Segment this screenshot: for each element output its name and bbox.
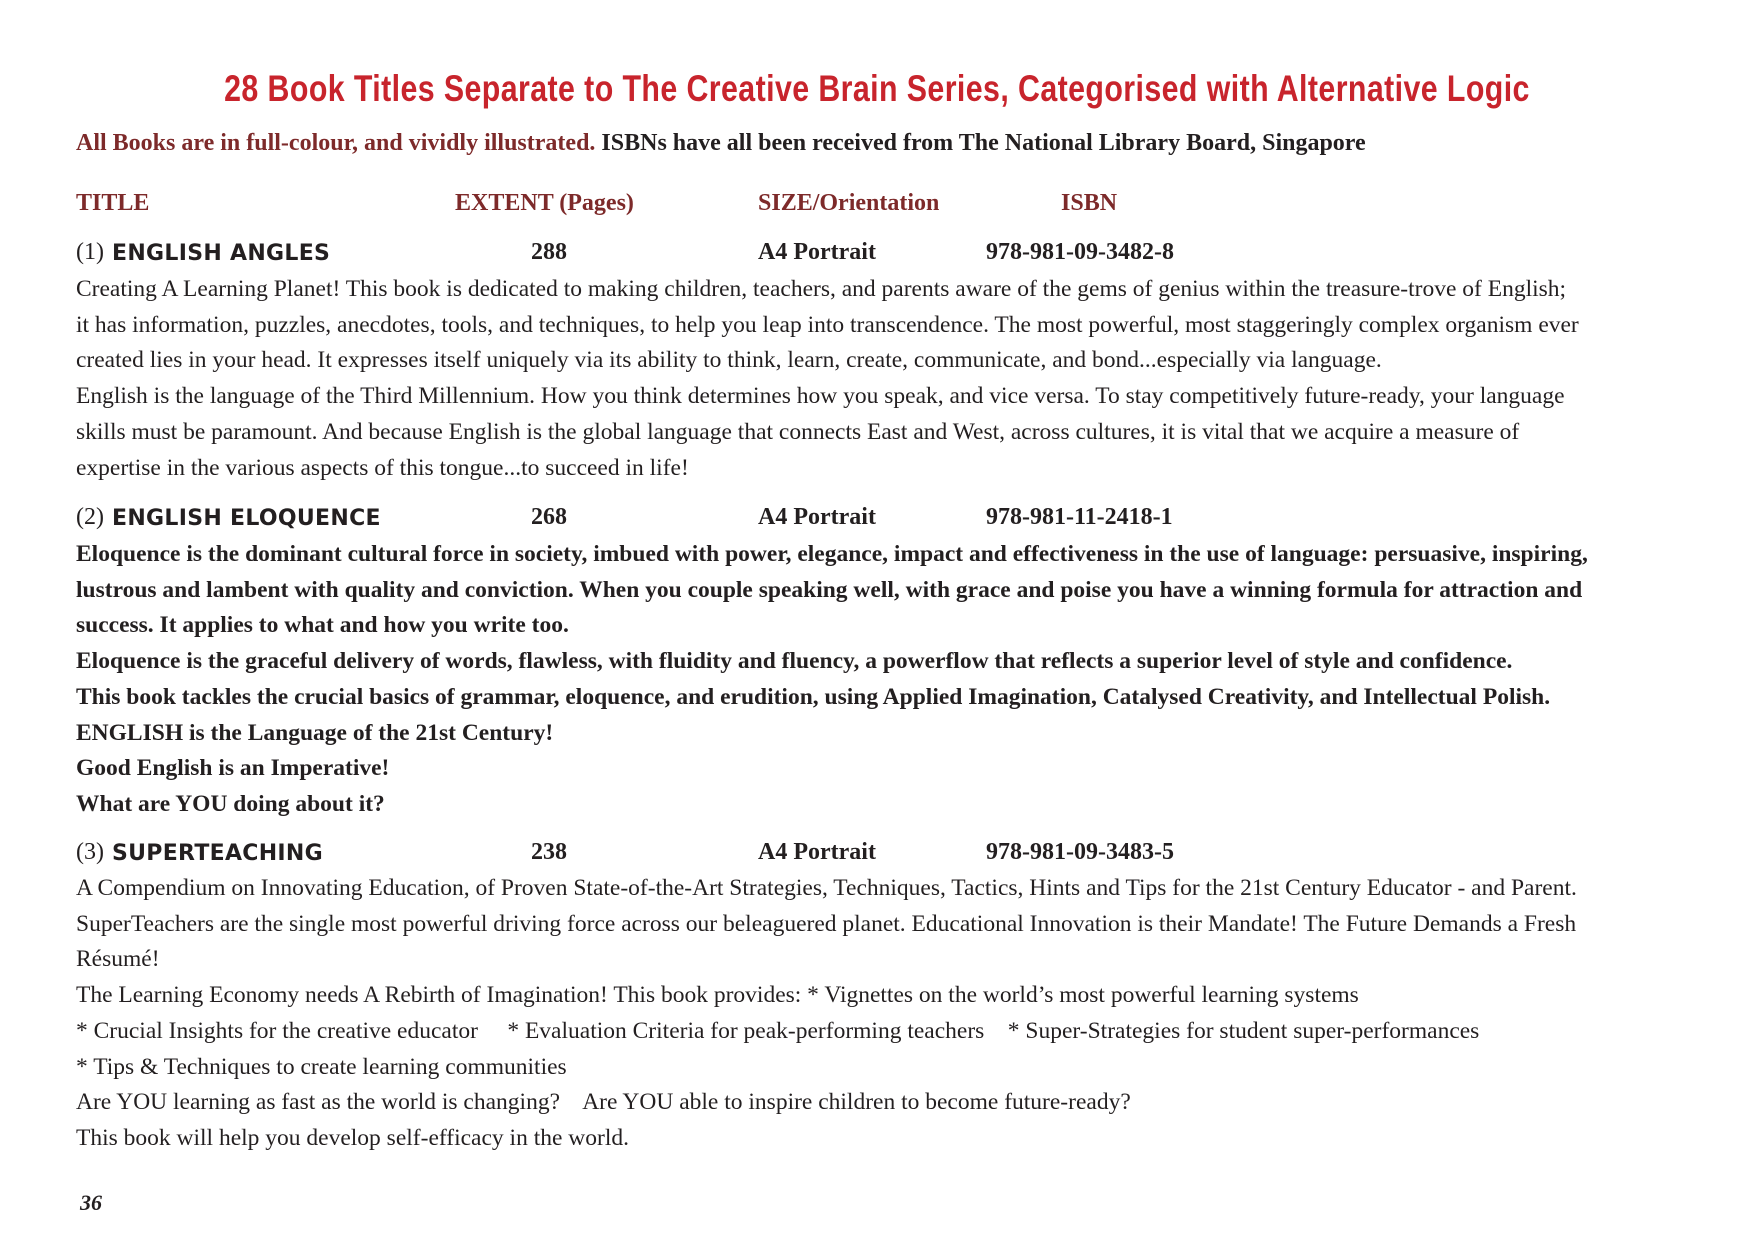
description-line: SuperTeachers are the single most powerful driving force across our beleaguered planet. Educational Innovation is their Mandate! The Future Demands a Fresh [76,910,1577,937]
description-line: * Tips & Techniques to create learning communities [76,1053,567,1080]
book-number: (1) [76,239,104,265]
book-row [0,839,1754,869]
book-number: (2) [76,504,104,530]
book-extent: 288 [531,239,567,265]
description-line: What are YOU doing about it? [76,790,385,817]
description-line: Eloquence is the graceful delivery of words, flawless, with fluidity and fluency, a powerflow that reflects a superior level of style and confidence. [76,648,1513,675]
description-line: English is the language of the Third Millennium. How you think determines how you speak, and vice versa. To stay competitively future-ready, your language [76,383,1565,410]
book-size: A4 Portrait [758,504,876,530]
book-description [76,272,1696,486]
book-size: A4 Portrait [758,839,876,865]
description-line: Résumé! [76,946,160,973]
subtitle [76,130,1366,157]
book-row [0,239,1754,269]
page-title: 28 Book Titles Separate to The Creative Brain Series, Categorised with Alternative Logic [224,68,1530,109]
book-extent: 268 [531,504,567,530]
book-extent: 238 [531,839,567,865]
description-line: ENGLISH is the Language of the 21st Century! [76,719,554,746]
book-isbn: 978-981-09-3483-5 [986,839,1174,865]
book-description [76,537,1696,823]
description-line: * Crucial Insights for the creative educator * Evaluation Criteria for peak-performing teachers * Super-Strategies for student super-performances [76,1017,1480,1044]
description-line: Are YOU learning as fast as the world is changing? Are YOU able to inspire children to become future-ready? [76,1089,1131,1116]
book-row [0,504,1754,534]
book-isbn: 978-981-09-3482-8 [986,239,1174,265]
description-line: The Learning Economy needs A Rebirth of Imagination! This book provides: * Vignettes on the world’s most powerful learning systems [76,982,1359,1009]
column-header-size: SIZE/Orientation [758,190,940,216]
description-line: This book tackles the crucial basics of grammar, eloquence, and erudition, using Applied Imagination, Catalysed Creativity, and Intellectual Polish. [76,683,1551,710]
book-isbn: 978-981-11-2418-1 [986,504,1173,530]
book-description [76,871,1696,1157]
page-number: 36 [80,1190,102,1215]
description-line: it has information, puzzles, anecdotes, tools, and techniques, to help you leap into transcendence. The most powerful, most staggeringly complex organism ever [76,311,1579,338]
description-line: skills must be paramount. And because English is the global language that connects East and West, across cultures, it is vital that we acquire a measure of [76,418,1520,445]
description-line: lustrous and lambent with quality and conviction. When you couple speaking well, with grace and poise you have a winning formula for attraction and [76,576,1583,603]
description-line: Good English is an Imperative! [76,755,390,782]
description-line: success. It applies to what and how you write too. [76,612,569,639]
book-title: ENGLISH ANGLES [112,241,331,266]
book-title: SUPERTEACHING [112,841,323,866]
description-line: Creating A Learning Planet! This book is dedicated to making children, teachers, and parents aware of the gems of genius within the treasure-trove of English; [76,276,1567,302]
description-line: Eloquence is the dominant cultural force in society, imbued with power, elegance, impact and effectiveness in the use of language: persuasive, inspiring, [76,541,1588,567]
column-header-extent: EXTENT (Pages) [455,190,634,216]
column-header-title: TITLE [76,190,150,216]
book-title: ENGLISH ELOQUENCE [112,506,381,531]
book-size: A4 Portrait [758,239,876,265]
description-line: This book will help you develop self-efficacy in the world. [76,1124,629,1151]
subtitle-accent: All Books are in full-colour, and vividly illustrated. [76,130,596,156]
column-header-isbn: ISBN [1061,190,1118,216]
description-line: created lies in your head. It expresses itself uniquely via its ability to think, learn, create, communicate, and bond...especially via language. [76,347,1382,374]
book-number: (3) [76,839,104,865]
description-line: expertise in the various aspects of this tongue...to succeed in life! [76,454,689,481]
subtitle-isbn-note: ISBNs have all been received from The National Library Board, Singapore [595,130,1366,156]
description-line: A Compendium on Innovating Education, of Proven State-of-the-Art Strategies, Techniques, Tactics, Hints and Tips for the 21st Century Educator - and Parent. [76,875,1577,901]
